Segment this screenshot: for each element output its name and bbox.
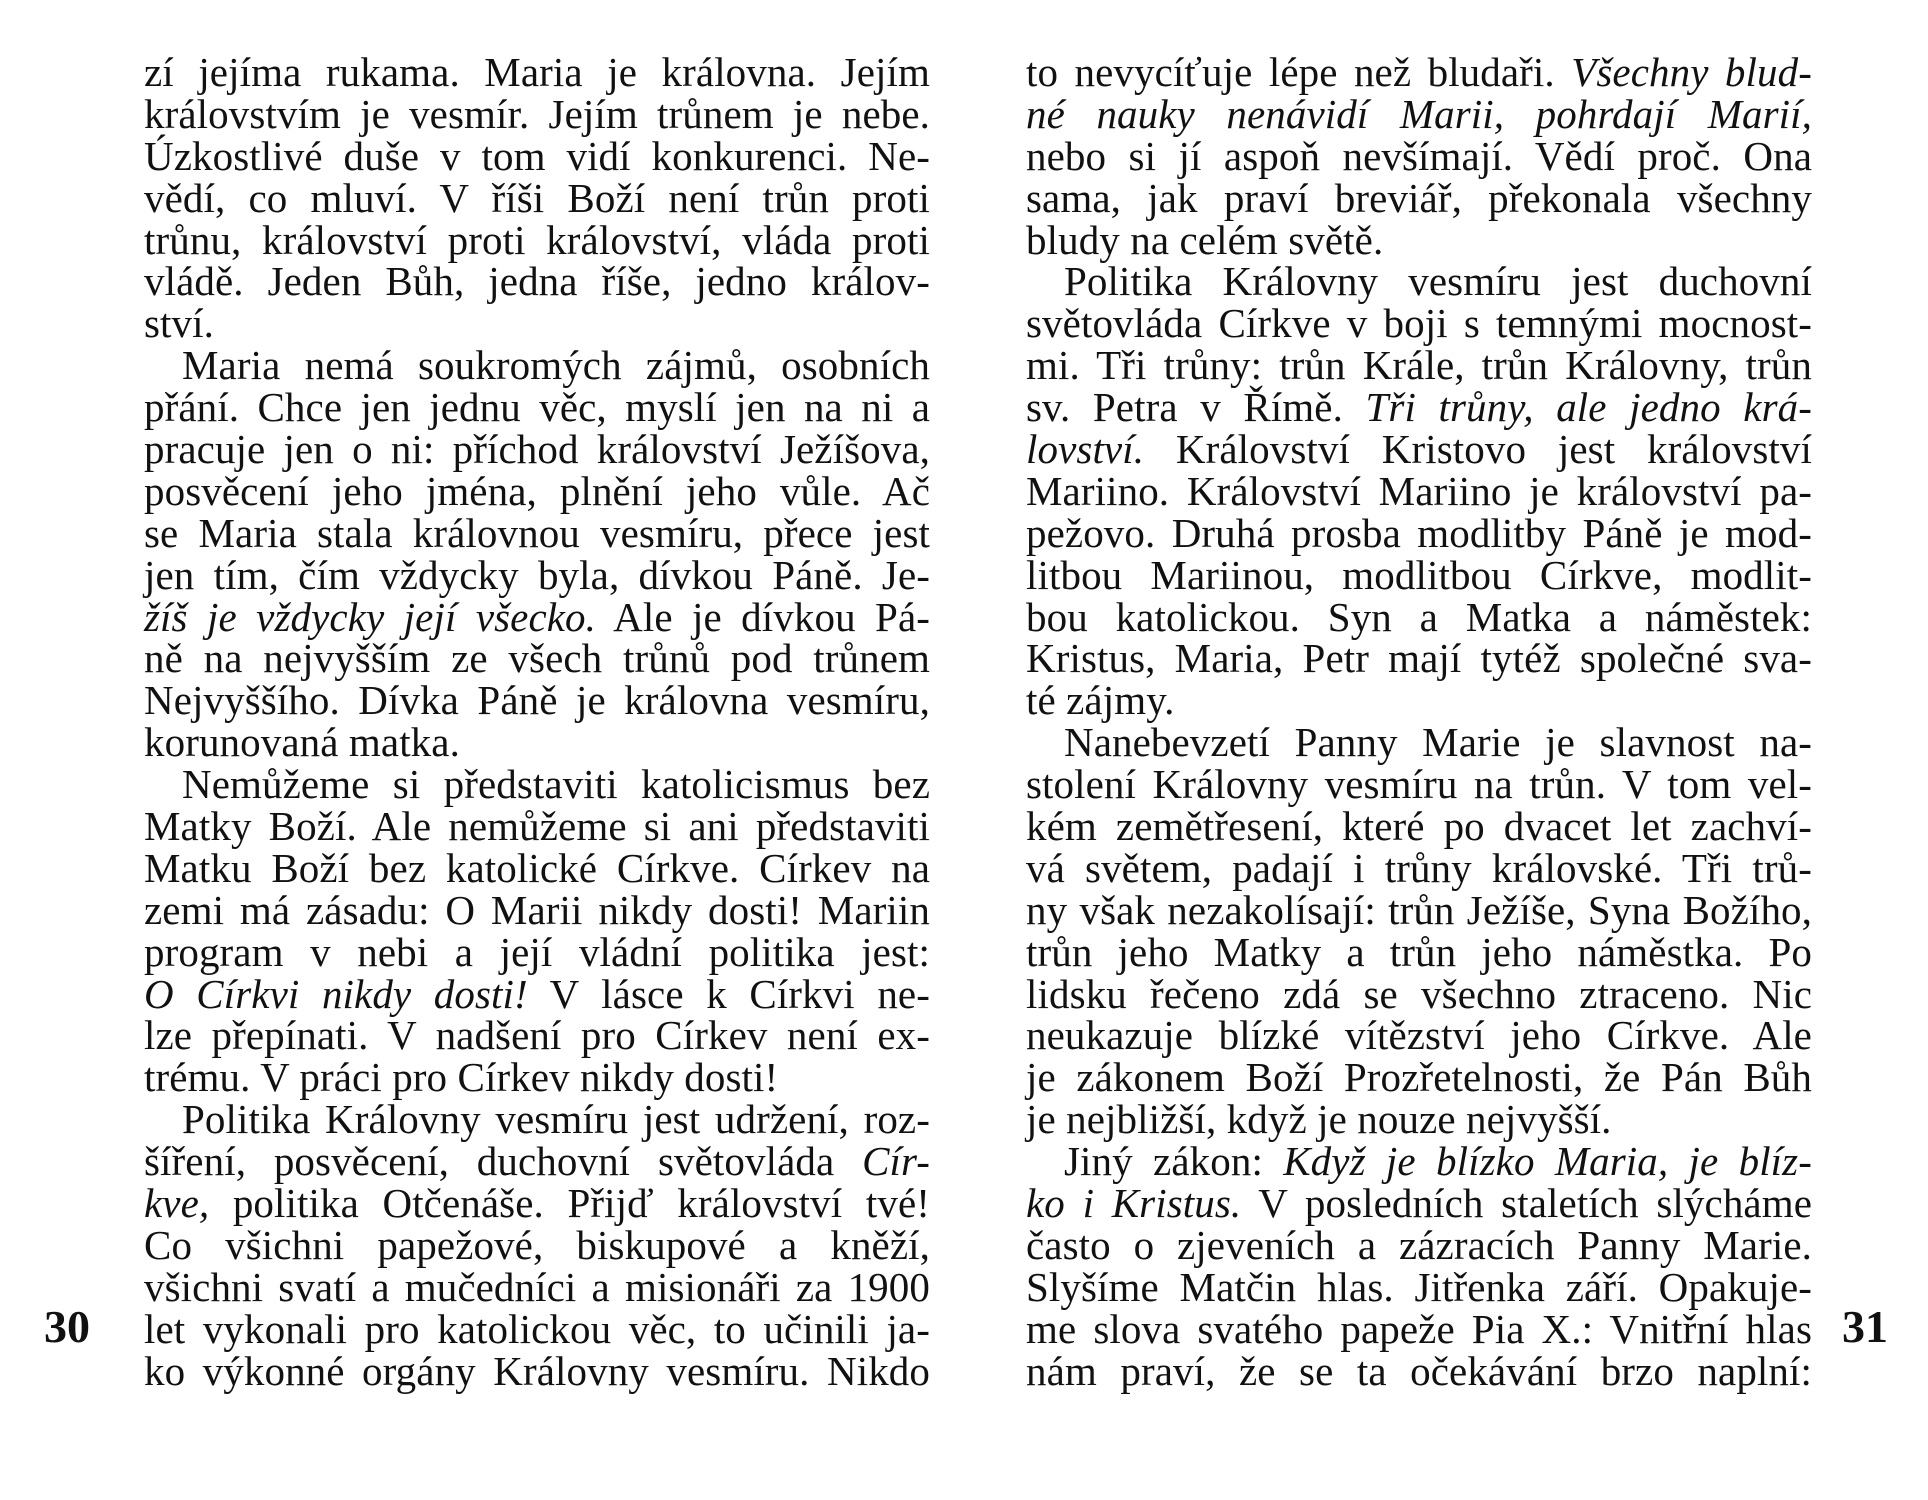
text-line: [1026, 761, 1812, 808]
text-segment: nám praví, že se ta očekávání brzo naplní:: [1026, 1347, 1812, 1394]
italic-text-segment: Všechny blud-: [1571, 49, 1812, 95]
text-line: [1026, 467, 1812, 514]
text-line: [144, 1096, 930, 1143]
text-segment: se Maria stala královnou vesmíru, přece jest: [144, 509, 930, 556]
text-segment: sama, jak praví breviář, překonala všechny: [1026, 174, 1812, 221]
text-segment: neukazuje blízké vítězství jeho Církve. Ale: [1026, 1012, 1812, 1059]
text-segment: me slova svatého papeže Pia X.: Vnitřní hlas: [1026, 1305, 1812, 1352]
text-segment: jen tím, čím vždycky byla, dívkou Páně. Je-: [144, 551, 930, 598]
text-line: [1026, 677, 1812, 724]
text-line: [1026, 132, 1812, 179]
text-line: [144, 509, 930, 556]
text-line: [1026, 1263, 1812, 1310]
text-line: [144, 886, 930, 933]
italic-text-segment: kve,: [144, 1180, 210, 1227]
italic-text-segment: né nauky nenávidí Marii, pohrdají Marií,: [1026, 90, 1812, 137]
text-line: [1026, 844, 1812, 891]
text-line: [1026, 1180, 1813, 1227]
text-line: [1026, 384, 1812, 431]
text-line: [144, 258, 930, 305]
text-line: [144, 1347, 930, 1394]
italic-text-segment: ko i Kristus.: [1026, 1180, 1242, 1227]
text-segment: přání. Chce jen jednu věc, myslí jen na ni a: [144, 384, 930, 431]
text-line: [144, 970, 930, 1017]
text-segment: Kristus, Maria, Petr mají tytéž společné sva-: [1026, 635, 1812, 682]
right-page-text-column: [1026, 49, 1813, 1394]
text-segment: to nevycíťuje lépe než bludaři.: [1026, 49, 1572, 95]
text-segment: ny však nezakolísají: trůn Ježíše, Syna Božího,: [1026, 886, 1812, 933]
text-line: [144, 49, 930, 95]
text-line: [1026, 1305, 1812, 1352]
text-segment: ství.: [144, 300, 214, 347]
text-segment: korunovaná matka.: [144, 719, 460, 766]
text-segment: lze přepínati. V nadšení pro Církev není ex-: [144, 1012, 930, 1059]
text-line: [144, 803, 930, 850]
italic-text-segment: žíš je vždycky její všecko.: [144, 593, 597, 640]
italic-text-segment: lovství.: [1026, 426, 1145, 473]
text-line: [144, 593, 930, 640]
text-segment: politika Otčenáše. Přijď království tvé!: [209, 1180, 930, 1227]
text-segment: je zákonem Boží Prozřetelnosti, že Pán Bůh: [1026, 1054, 1812, 1101]
text-segment: Ale je dívkou Pá-: [596, 593, 930, 640]
text-segment: stolení Královny vesmíru na trůn. V tom vel-: [1026, 761, 1812, 808]
text-line: [144, 426, 930, 473]
text-segment: královstvím je vesmír. Jejím trůnem je nebe.: [144, 90, 930, 137]
text-segment: let vykonali pro katolickou věc, to učinili ja-: [144, 1305, 930, 1352]
text-segment: Úzkostlivé duše v tom vidí konkurenci. Ne-: [144, 132, 930, 179]
text-segment: zemi má zásadu: O Marii nikdy dosti! Mariin: [144, 886, 930, 933]
text-line: [1026, 90, 1812, 137]
text-segment: trému. V práci pro Církev nikdy dosti!: [144, 1054, 779, 1101]
text-segment: V posledních staletích slýcháme: [1241, 1180, 1813, 1227]
text-segment: ko výkonné orgány Královny vesmíru. Nikdo: [144, 1347, 930, 1394]
text-line: [144, 342, 930, 389]
text-line: [144, 719, 930, 766]
text-segment: mi. Tři trůny: trůn Krále, trůn Královny, trůn: [1026, 342, 1812, 389]
text-segment: Mariino. Království Mariino je království pa-: [1026, 467, 1812, 514]
text-segment: Politika Královny vesmíru jest udržení, roz-: [182, 1096, 930, 1143]
text-segment: program v nebi a její vládní politika jest:: [144, 928, 930, 975]
text-segment: Matku Boží bez katolické Církve. Církev na: [144, 844, 930, 891]
text-line: [1026, 1347, 1812, 1394]
text-segment: kém zemětřesení, které po dvacet let zachví-: [1026, 803, 1812, 850]
text-segment: ně na nejvyšším ze všech trůnů pod trůnem: [144, 635, 930, 682]
text-line: [144, 1138, 930, 1185]
text-line: [144, 1305, 930, 1352]
text-line: [1026, 1221, 1812, 1268]
text-line: [1026, 426, 1812, 473]
text-segment: Matky Boží. Ale nemůžeme si ani představiti: [144, 803, 930, 850]
left-page-text-column: [144, 49, 930, 1394]
text-line: [144, 1012, 930, 1059]
text-segment: světovláda Církve v boji s temnými mocnost-: [1026, 300, 1812, 347]
text-segment: lidsku řečeno zdá se všechno ztraceno. Nic: [1026, 970, 1812, 1017]
text-line: [1026, 928, 1812, 975]
text-segment: posvěcení jeho jména, plnění jeho vůle. Ač: [144, 467, 930, 514]
text-line: [1026, 342, 1812, 389]
text-line: [144, 928, 930, 975]
italic-text-segment: Cír-: [862, 1138, 930, 1185]
text-segment: V lásce k Církvi ne-: [527, 970, 930, 1017]
text-line: [144, 300, 930, 347]
text-segment: Slyšíme Matčin hlas. Jitřenka září. Opakuje-: [1026, 1263, 1812, 1310]
text-segment: nebo si jí aspoň nevšímají. Vědí proč. Ona: [1026, 132, 1812, 179]
text-line: [1026, 635, 1812, 682]
text-line: [1026, 216, 1812, 263]
text-segment: litbou Mariinou, modlitbou Církve, modlit-: [1026, 551, 1812, 598]
text-segment: bludy na celém světě.: [1026, 216, 1384, 263]
text-line: [144, 677, 930, 724]
text-segment: trůnu, království proti království, vláda proti: [144, 216, 930, 263]
text-line: [144, 216, 930, 263]
text-segment: Nemůžeme si představiti katolicismus bez: [182, 761, 930, 808]
text-segment: pracuje jen o ni: příchod království Ježíšova,: [144, 426, 930, 473]
text-segment: sv. Petra v Římě.: [1026, 384, 1366, 431]
text-segment: Politika Královny vesmíru jest duchovní: [1064, 258, 1812, 305]
text-line: [1026, 886, 1812, 933]
text-segment: vládě. Jeden Bůh, jedna říše, jedno králov-: [144, 258, 930, 305]
text-line: [1026, 258, 1812, 305]
text-line: [1026, 719, 1812, 766]
text-segment: té zájmy.: [1026, 677, 1175, 724]
text-line: [1026, 1138, 1812, 1185]
text-line: [144, 844, 930, 891]
text-line: [144, 761, 930, 808]
text-segment: vědí, co mluví. V říši Boží není trůn proti: [144, 174, 930, 221]
text-segment: pežovo. Druhá prosba modlitby Páně je mod-: [1026, 509, 1812, 556]
text-segment: bou katolickou. Syn a Matka a náměstek:: [1026, 593, 1812, 640]
right-page-number: 31: [1842, 1301, 1888, 1352]
text-line: [1026, 174, 1812, 221]
text-line: [144, 132, 930, 179]
text-segment: je nejbližší, když je nouze nejvyšší.: [1026, 1096, 1612, 1143]
text-segment: Maria nemá soukromých zájmů, osobních: [182, 342, 930, 389]
text-segment: trůn jeho Matky a trůn jeho náměstka. Po: [1026, 928, 1812, 975]
text-segment: Co všichni papežové, biskupové a kněží,: [144, 1221, 930, 1268]
text-line: [1026, 1012, 1812, 1059]
text-line: [1026, 803, 1812, 850]
text-segment: všichni svatí a mučedníci a misionáři za 1900: [144, 1263, 930, 1310]
text-line: [144, 551, 930, 598]
text-line: [1026, 970, 1812, 1017]
text-line: [144, 1221, 930, 1268]
text-line: [1026, 509, 1812, 556]
text-segment: Království Kristovo jest království: [1144, 426, 1812, 473]
italic-text-segment: Tři trůny, ale jedno krá-: [1365, 384, 1812, 431]
text-line: [1026, 593, 1812, 640]
text-line: [144, 90, 930, 137]
text-segment: Nejvyššího. Dívka Páně je královna vesmíru,: [144, 677, 930, 724]
text-line: [144, 384, 930, 431]
text-line: [1026, 1054, 1812, 1101]
text-line: [1026, 551, 1812, 598]
text-line: [144, 1054, 930, 1101]
text-line: [144, 467, 930, 514]
text-line: [144, 1180, 930, 1227]
left-page-number: 30: [44, 1301, 90, 1352]
text-line: [144, 1263, 930, 1310]
text-line: [1026, 1096, 1812, 1143]
text-line: [144, 174, 930, 221]
text-segment: Jiný zákon:: [1064, 1138, 1284, 1185]
text-line: [1026, 49, 1812, 95]
text-line: [144, 635, 930, 682]
text-line: [1026, 300, 1812, 347]
text-segment: šíření, posvěcení, duchovní světovláda: [144, 1138, 863, 1185]
text-segment: zí jejíma rukama. Maria je královna. Jejím: [144, 49, 930, 95]
italic-text-segment: Když je blízko Maria, je blíz-: [1283, 1138, 1812, 1185]
text-segment: vá světem, padají i trůny královské. Tři trů-: [1026, 844, 1812, 891]
text-segment: Nanebevzetí Panny Marie je slavnost na-: [1064, 719, 1812, 766]
text-segment: často o zjeveních a zázracích Panny Marie.: [1026, 1221, 1812, 1268]
italic-text-segment: O Církvi nikdy dosti!: [144, 970, 528, 1017]
